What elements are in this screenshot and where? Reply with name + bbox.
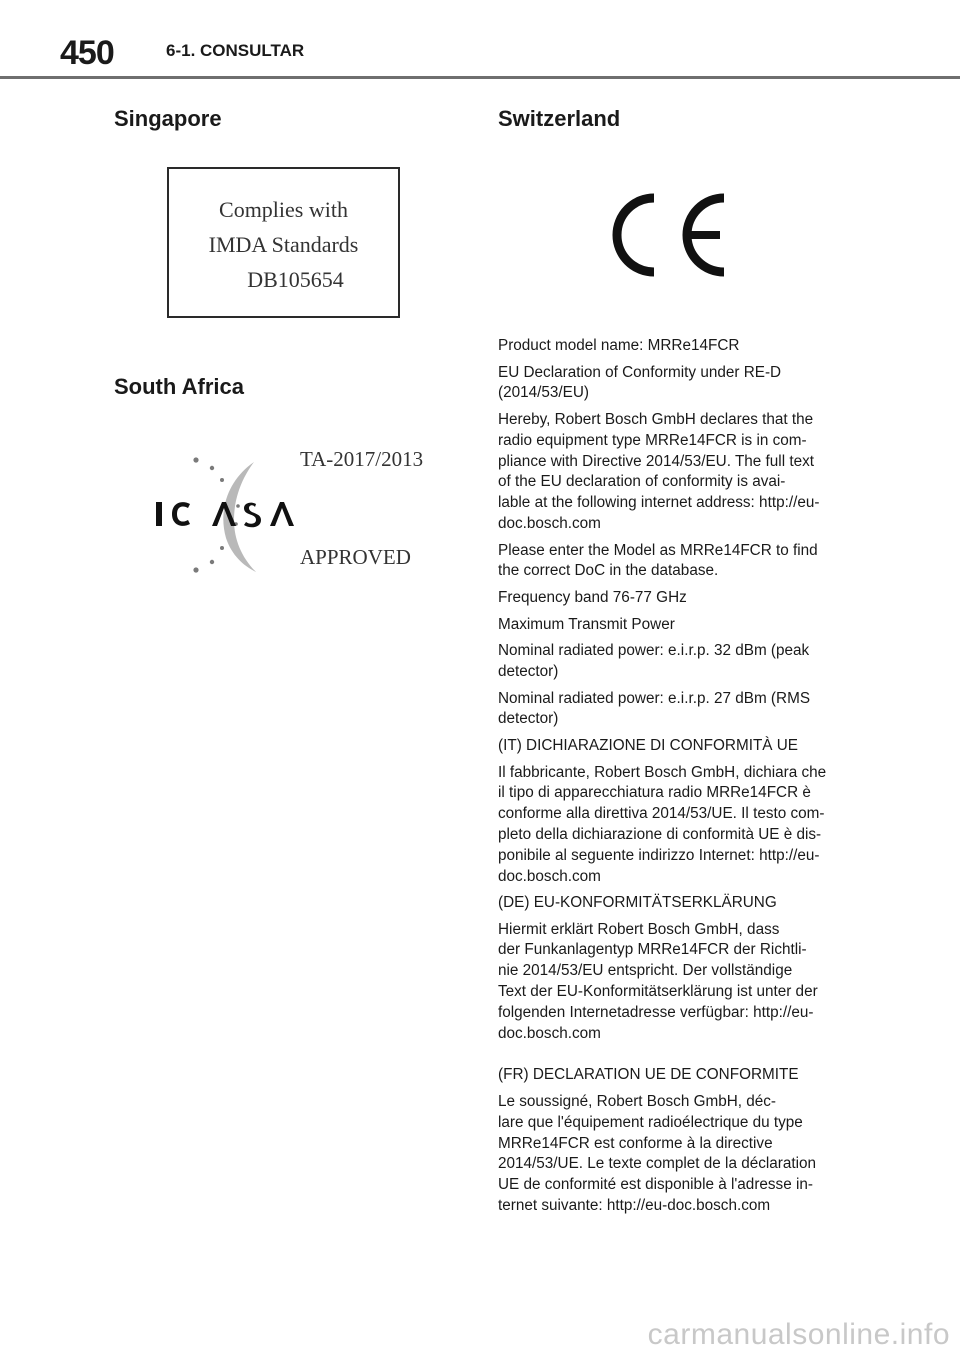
icasa-status: APPROVED <box>300 545 411 569</box>
frequency-band: Frequency band 76-77 GHz <box>498 588 687 606</box>
eu-declaration-heading: EU Declaration of Conformity under RE-D (2014/53/EU) <box>498 363 782 402</box>
radiated-power-rms: Nominal radiated power: e.i.r.p. 27 dBm (RMS detector) <box>498 689 811 728</box>
header-divider <box>0 76 960 79</box>
model-lookup-note: Please enter the Model as MRRe14FCR to find the correct DoC in the database. <box>498 541 818 580</box>
south-africa-heading: South Africa <box>114 374 244 399</box>
max-transmit-power-heading: Maximum Transmit Power <box>498 615 675 633</box>
de-declaration-heading: (DE) EU-KONFORMITÄTSERKLÄRUNG <box>498 894 777 912</box>
it-declaration-body: Il fabbricante, Robert Bosch GmbH, dichiara che il tipo di apparecchiatura radio MRRe14FCR è conforme alla direttiva 2014/53/UE. Il testo com- pleto della dichiarazione di conformità UE è dis- ponibile al seguente indirizzo Internet: http://eu- doc.bosch.com <box>498 763 827 885</box>
product-model-name: Product model name: MRRe14FCR <box>498 337 740 354</box>
icasa-reference: TA-2017/2013 <box>300 447 424 471</box>
it-declaration-heading: (IT) DICHIARAZIONE DI CONFORMITÀ UE <box>498 736 798 754</box>
fr-declaration-body: Le soussigné, Robert Bosch GmbH, déc- lare que l'équipement radioélectrique du type MRRe14FCR est conforme à la directive 2014/53/UE. Le texte complet de la déclaration UE de conformité est disponible à l'adresse in- ternet suivante: http://eu-doc.bosch.com <box>498 1093 817 1215</box>
imda-label-line3: DB105654 <box>247 267 344 292</box>
imda-label-line2: IMDA Standards <box>208 232 359 257</box>
imda-compliance-label <box>167 167 400 318</box>
chapter-title: 6-1. CONSULTAR <box>166 41 305 60</box>
switzerland-heading: Switzerland <box>498 106 621 131</box>
singapore-heading: Singapore <box>114 106 222 131</box>
eu-declaration-body: Hereby, Robert Bosch GmbH declares that the radio equipment type MRRe14FCR is in com- pliance with Directive 2014/53/EU. The full text of the EU declaration of conformity is avai- lable at the following internet address: http://eu- doc.bosch.com <box>498 410 820 532</box>
page-number: 450 <box>60 34 114 72</box>
conformity-declaration-text <box>498 336 843 1223</box>
page-header <box>0 0 960 80</box>
site-watermark: carmanualsonline.info <box>647 1318 950 1351</box>
icasa-approval-logo <box>150 440 440 580</box>
fr-declaration-heading: (FR) DECLARATION UE DE CONFORMITE <box>498 1066 799 1084</box>
de-declaration-body: Hiermit erklärt Robert Bosch GmbH, dass der Funkanlagentyp MRRe14FCR der Richtli- nie 2014/53/EU entspricht. Der vollständige Text der EU-Konformitätserklärung ist unter der folgenden Internetadresse verfügbar: http://eu- doc.bosch.com <box>498 920 818 1042</box>
radiated-power-peak: Nominal radiated power: e.i.r.p. 32 dBm (peak detector) <box>498 642 810 680</box>
imda-label-line1: Complies with <box>219 197 348 222</box>
ce-mark-icon <box>612 192 732 278</box>
